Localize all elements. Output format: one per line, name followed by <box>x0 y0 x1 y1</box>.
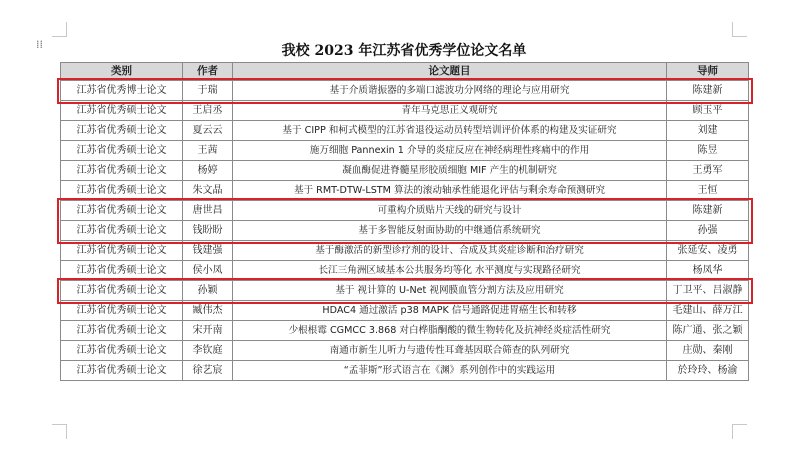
table-row <box>61 221 749 241</box>
category-cell: 江苏省优秀硕士论文 <box>61 301 183 321</box>
advisor-cell: 张延安、凌勇 <box>667 241 749 261</box>
author-cell: 孙颖 <box>183 281 233 301</box>
table-row <box>61 341 749 361</box>
thesis-title-cell: 凝血酶促进脊髓星形胶质细胞 MIF 产生的机制研究 <box>233 161 667 181</box>
category-cell: 江苏省优秀硕士论文 <box>61 101 183 121</box>
advisor-cell: 陈昱 <box>667 141 749 161</box>
thesis-title-cell: 青年马克思正义观研究 <box>233 101 667 121</box>
table-move-handle-icon[interactable]: ⁞⁞ <box>36 38 43 51</box>
category-cell: 江苏省优秀硕士论文 <box>61 121 183 141</box>
thesis-title-cell: “孟菲斯”形式语言在《渊》系列创作中的实践运用 <box>233 361 667 381</box>
thesis-title-cell: 施万细胞 Pannexin 1 介导的炎症反应在神经病理性疼痛中的作用 <box>233 141 667 161</box>
category-cell: 江苏省优秀硕士论文 <box>61 321 183 341</box>
table-row <box>61 81 749 101</box>
page-corner-mark <box>732 424 747 439</box>
advisor-cell: 杨凤华 <box>667 261 749 281</box>
table-row <box>61 181 749 201</box>
author-cell: 侯小凤 <box>183 261 233 281</box>
column-header-thesis: 论文题目 <box>233 63 667 81</box>
category-cell: 江苏省优秀硕士论文 <box>61 361 183 381</box>
advisor-cell: 毛建山、薛万江 <box>667 301 749 321</box>
advisor-cell: 王恒 <box>667 181 749 201</box>
table-row <box>61 301 749 321</box>
category-cell: 江苏省优秀博士论文 <box>61 81 183 101</box>
advisor-cell: 王勇军 <box>667 161 749 181</box>
thesis-title-cell: HDAC4 通过激活 p38 MAPK 信号通路促进胃癌生长和转移 <box>233 301 667 321</box>
thesis-title-cell: 基于 RMT-DTW-LSTM 算法的滚动轴承性能退化评估与剩余寿命预测研究 <box>233 181 667 201</box>
table-row <box>61 281 749 301</box>
author-cell: 杨婷 <box>183 161 233 181</box>
table-header-row <box>61 63 749 81</box>
advisor-cell: 陈建新 <box>667 201 749 221</box>
author-cell: 钱盼盼 <box>183 221 233 241</box>
advisor-cell: 刘建 <box>667 121 749 141</box>
table-row <box>61 201 749 221</box>
category-cell: 江苏省优秀硕士论文 <box>61 201 183 221</box>
advisor-cell: 庄勋、秦刚 <box>667 341 749 361</box>
table-row <box>61 261 749 281</box>
author-cell: 李钦庭 <box>183 341 233 361</box>
category-cell: 江苏省优秀硕士论文 <box>61 161 183 181</box>
table-row <box>61 161 749 181</box>
author-cell: 王启丞 <box>183 101 233 121</box>
thesis-title-cell: 南通市新生儿听力与遗传性耳聋基因联合筛查的队列研究 <box>233 341 667 361</box>
author-cell: 臧伟杰 <box>183 301 233 321</box>
category-cell: 江苏省优秀硕士论文 <box>61 221 183 241</box>
column-header-advisor: 导师 <box>667 63 749 81</box>
page-corner-mark <box>52 22 67 37</box>
thesis-title-cell: 基于 视计算的 U-Net 视网膜血管分割方法及应用研究 <box>233 281 667 301</box>
category-cell: 江苏省优秀硕士论文 <box>61 141 183 161</box>
category-cell: 江苏省优秀硕士论文 <box>61 181 183 201</box>
thesis-title-cell: 可重构介质贴片天线的研究与设计 <box>233 201 667 221</box>
author-cell: 徐艺宸 <box>183 361 233 381</box>
category-cell: 江苏省优秀硕士论文 <box>61 261 183 281</box>
author-cell: 宋开南 <box>183 321 233 341</box>
table-row <box>61 121 749 141</box>
advisor-cell: 陈广通、张之颖 <box>667 321 749 341</box>
table-row <box>61 141 749 161</box>
thesis-title-cell: 长江三角洲区域基本公共服务均等化 水平测度与实现路径研究 <box>233 261 667 281</box>
author-cell: 钱建强 <box>183 241 233 261</box>
author-cell: 于瑞 <box>183 81 233 101</box>
author-cell: 王茜 <box>183 141 233 161</box>
category-cell: 江苏省优秀硕士论文 <box>61 241 183 261</box>
advisor-cell: 丁卫平、吕淑静 <box>667 281 749 301</box>
table-row <box>61 321 749 341</box>
thesis-title-cell: 基于酶激活的新型诊疗剂的设计、合成及其炎症诊断和治疗研究 <box>233 241 667 261</box>
advisor-cell: 於玲玲、杨渝 <box>667 361 749 381</box>
thesis-title-cell: 少根根霉 CGMCC 3.868 对白桦脂酮酸的微生物转化及抗神经炎症活性研究 <box>233 321 667 341</box>
thesis-title-cell: 基于多智能反射面协助的中继通信系统研究 <box>233 221 667 241</box>
page-corner-mark <box>732 22 747 37</box>
table-row <box>61 101 749 121</box>
table-row <box>61 241 749 261</box>
advisor-cell: 陈建新 <box>667 81 749 101</box>
category-cell: 江苏省优秀硕士论文 <box>61 341 183 361</box>
award-table-body <box>61 81 749 381</box>
column-header-author: 作者 <box>183 63 233 81</box>
author-cell: 夏云云 <box>183 121 233 141</box>
author-cell: 朱文晶 <box>183 181 233 201</box>
table-row <box>61 361 749 381</box>
thesis-title-cell: 基于 CIPP 和柯式模型的江苏省退役运动员转型培训评价体系的构建及实证研究 <box>233 121 667 141</box>
column-header-category: 类别 <box>61 63 183 81</box>
advisor-cell: 孙强 <box>667 221 749 241</box>
author-cell: 唐世昌 <box>183 201 233 221</box>
award-table <box>60 62 749 381</box>
thesis-title-cell: 基于介质谐振器的多端口滤波功分网络的理论与应用研究 <box>233 81 667 101</box>
document-title: 我校 2023 年江苏省优秀学位论文名单 <box>281 43 527 59</box>
advisor-cell: 顾玉平 <box>667 101 749 121</box>
page-corner-mark <box>52 424 67 439</box>
category-cell: 江苏省优秀硕士论文 <box>61 281 183 301</box>
